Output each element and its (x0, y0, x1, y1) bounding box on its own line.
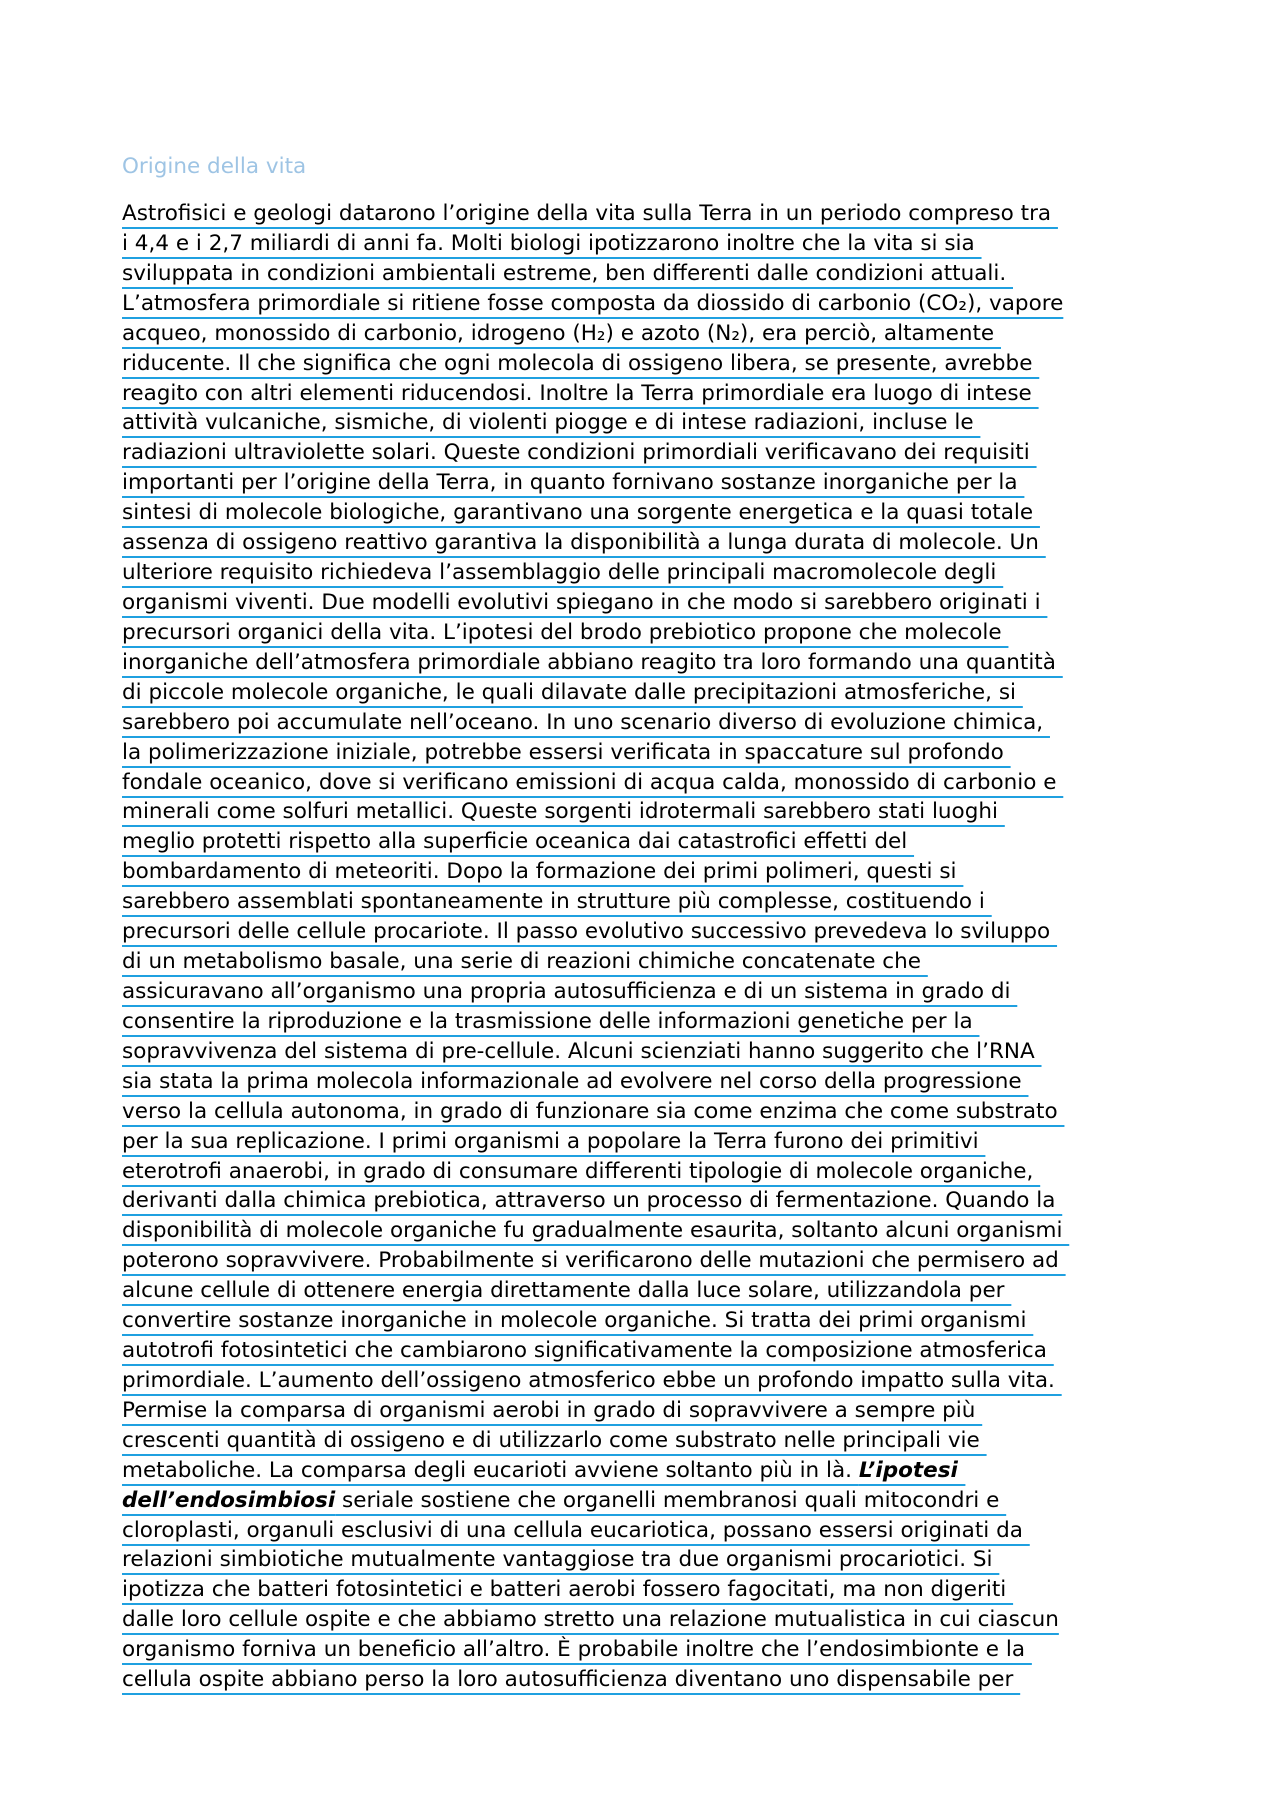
line-text: minerali come solfuri metallici. Queste sorgenti idrotermali sarebbero stati luoghi (122, 799, 1005, 825)
text-line (122, 468, 1182, 498)
line-text: Permise la comparsa di organismi aerobi in grado di sopravvivere a sempre più (122, 1397, 983, 1423)
text-line (122, 1157, 1182, 1187)
line-text: eterotrofi anaerobi, in grado di consumare differenti tipologie di molecole organiche, (122, 1158, 1041, 1184)
line-text: seriale sostiene che organelli membranosi quali mitocondri e (335, 1487, 1007, 1513)
text-line (122, 678, 1182, 708)
text-line (122, 498, 1182, 528)
key-term: L’ipotesi (858, 1457, 966, 1483)
line-text: assicuravano all’organismo una propria autosufficienza e di un sistema in grado di (122, 978, 1018, 1004)
line-text: poterono sopravvivere. Probabilmente si verificarono delle mutazioni che permisero ad (122, 1248, 1066, 1274)
line-text: ipotizza che batteri fotosintetici e batteri aerobi fossero fagocitati, ma non digeriti (122, 1577, 1014, 1603)
document-body (122, 199, 1182, 1695)
line-text: meglio protetti rispetto alla superficie oceanica dai catastrofici effetti del (122, 829, 915, 855)
line-text: disponibilità di molecole organiche fu gradualmente esaurita, soltanto alcuni organismi (122, 1218, 1070, 1244)
line-text: sintesi di molecole biologiche, garantivano una sorgente energetica e la quasi totale (122, 500, 1040, 526)
text-line (122, 1605, 1182, 1635)
text-line (122, 618, 1182, 648)
text-line (122, 1037, 1182, 1067)
text-line (122, 1246, 1182, 1276)
text-line (122, 1516, 1182, 1546)
text-line (122, 1575, 1182, 1605)
line-text: bombardamento di meteoriti. Dopo la formazione dei primi polimeri, questi si (122, 859, 964, 885)
line-text: di piccole molecole organiche, le quali dilavate dalle precipitazioni atmosferiche, si (122, 679, 1023, 705)
line-text: consentire la riproduzione e la trasmissione delle informazioni genetiche per la (122, 1008, 980, 1034)
text-line (122, 797, 1182, 827)
key-term: dell’endosimbiosi (122, 1487, 336, 1513)
line-text: precursori organici della vita. L’ipotesi del brodo prebiotico propone che molecole (122, 619, 1009, 645)
line-text: i 4,4 e i 2,7 miliardi di anni fa. Molti biologi ipotizzarono inoltre che la vita si sia (122, 230, 982, 256)
text-line (122, 887, 1182, 917)
line-text: organismo forniva un beneficio all’altro. È probabile inoltre che l’endosimbionte e la (122, 1637, 1032, 1663)
text-line (122, 558, 1182, 588)
text-line (122, 1366, 1182, 1396)
line-text: L’atmosfera primordiale si ritiene fosse composta da diossido di carbonio (CO₂), vapore (122, 290, 1064, 316)
line-text: ulteriore requisito richiedeva l’assemblaggio delle principali macromolecole degli (122, 560, 1004, 586)
line-text: sviluppata in condizioni ambientali estreme, ben differenti dalle condizioni attuali. (122, 260, 1013, 286)
text-line (122, 1336, 1182, 1366)
text-line (122, 738, 1182, 768)
line-text: riducente. Il che significa che ogni molecola di ossigeno libera, se presente, avrebbe (122, 350, 1040, 376)
line-text: organismi viventi. Due modelli evolutivi spiegano in che modo si sarebbero originati i (122, 589, 1048, 615)
text-line (122, 438, 1182, 468)
line-text: precursori delle cellule procariote. Il passo evolutivo successivo prevedeva lo sviluppo (122, 919, 1058, 945)
line-text: cloroplasti, organuli esclusivi di una cellula eucariotica, possano essersi originati da (122, 1517, 1030, 1543)
text-line (122, 977, 1182, 1007)
text-line (122, 1545, 1182, 1575)
text-line (122, 1635, 1182, 1665)
text-line (122, 379, 1182, 409)
text-line (122, 857, 1182, 887)
line-text: verso la cellula autonoma, in grado di funzionare sia come enzima che come substrato (122, 1098, 1065, 1124)
line-text: acqueo, monossido di carbonio, idrogeno (H₂) e azoto (N₂), era perciò, altamente (122, 320, 1001, 346)
line-text: metaboliche. La comparsa degli eucarioti avviene soltanto più in là. (122, 1457, 859, 1483)
text-line (122, 708, 1182, 738)
text-line (122, 259, 1182, 289)
line-text: autotrofi fotosintetici che cambiarono significativamente la composizione atmosferica (122, 1338, 1054, 1364)
text-line (122, 1127, 1182, 1157)
text-line (122, 827, 1182, 857)
text-line (122, 588, 1182, 618)
text-line (122, 289, 1182, 319)
text-line (122, 1486, 1182, 1516)
text-line (122, 1306, 1182, 1336)
line-text: relazioni simbiotiche mutualmente vantaggiose tra due organismi procariotici. Si (122, 1547, 1000, 1573)
text-line (122, 917, 1182, 947)
line-text: cellula ospite abbiano perso la loro autosufficienza diventano uno dispensabile per (122, 1667, 1021, 1693)
line-text: alcune cellule di ottenere energia direttamente dalla luce solare, utilizzandola per (122, 1278, 1012, 1304)
line-text: inorganiche dell’atmosfera primordiale abbiano reagito tra loro formando una quantità (122, 649, 1063, 675)
line-text: derivanti dalla chimica prebiotica, attraverso un processo di fermentazione. Quando la (122, 1188, 1063, 1214)
text-line (122, 1186, 1182, 1216)
text-line (122, 1396, 1182, 1426)
line-text: assenza di ossigeno reattivo garantiva la disponibilità a lunga durata di molecole. Un (122, 530, 1046, 556)
line-text: reagito con altri elementi riducendosi. Inoltre la Terra primordiale era luogo di intese (122, 380, 1039, 406)
line-text: sarebbero poi accumulate nell’oceano. In uno scenario diverso di evoluzione chimica, (122, 709, 1050, 735)
line-text: la polimerizzazione iniziale, potrebbe essersi verificata in spaccature sul profondo (122, 739, 1011, 765)
text-line (122, 1665, 1182, 1695)
text-line (122, 1067, 1182, 1097)
line-text: per la sua replicazione. I primi organismi a popolare la Terra furono dei primitivi (122, 1128, 986, 1154)
text-line (122, 1216, 1182, 1246)
line-text: importanti per l’origine della Terra, in quanto fornivano sostanze inorganiche per la (122, 470, 1025, 496)
line-text: attività vulcaniche, sismiche, di violenti piogge e di intese radiazioni, incluse le (122, 410, 981, 436)
text-line (122, 319, 1182, 349)
text-line (122, 768, 1182, 798)
text-line (122, 947, 1182, 977)
text-line (122, 1426, 1182, 1456)
line-text: crescenti quantità di ossigeno e di utilizzarlo come substrato nelle principali vie (122, 1427, 987, 1453)
line-text: di un metabolismo basale, una serie di reazioni chimiche concatenate che (122, 949, 928, 975)
text-line (122, 1007, 1182, 1037)
text-line (122, 528, 1182, 558)
text-line (122, 1276, 1182, 1306)
line-text: radiazioni ultraviolette solari. Queste condizioni primordiali verificavano dei requisiti (122, 440, 1037, 466)
text-line (122, 199, 1182, 229)
line-text: dalle loro cellule ospite e che abbiamo stretto una relazione mutualistica in cui ciascun (122, 1607, 1059, 1633)
document-title: Origine della vita (122, 154, 307, 179)
line-text: sarebbero assemblati spontaneamente in strutture più complesse, costituendo i (122, 889, 992, 915)
text-line (122, 349, 1182, 379)
line-text: sopravvivenza del sistema di pre-cellule. Alcuni scienziati hanno suggerito che l’RNA (122, 1038, 1042, 1064)
line-text: fondale oceanico, dove si verificano emissioni di acqua calda, monossido di carbonio e (122, 769, 1064, 795)
line-text: Astrofisici e geologi datarono l’origine della vita sulla Terra in un periodo compreso tra (122, 201, 1058, 226)
text-line (122, 1456, 1182, 1486)
text-line (122, 1097, 1182, 1127)
text-line (122, 229, 1182, 259)
text-line (122, 648, 1182, 678)
text-line (122, 408, 1182, 438)
line-text: primordiale. L’aumento dell’ossigeno atmosferico ebbe un profondo impatto sulla vita. (122, 1367, 1062, 1393)
line-text: sia stata la prima molecola informazionale ad evolvere nel corso della progressione (122, 1068, 1029, 1094)
line-text: convertire sostanze inorganiche in molecole organiche. Si tratta dei primi organismi (122, 1308, 1034, 1334)
